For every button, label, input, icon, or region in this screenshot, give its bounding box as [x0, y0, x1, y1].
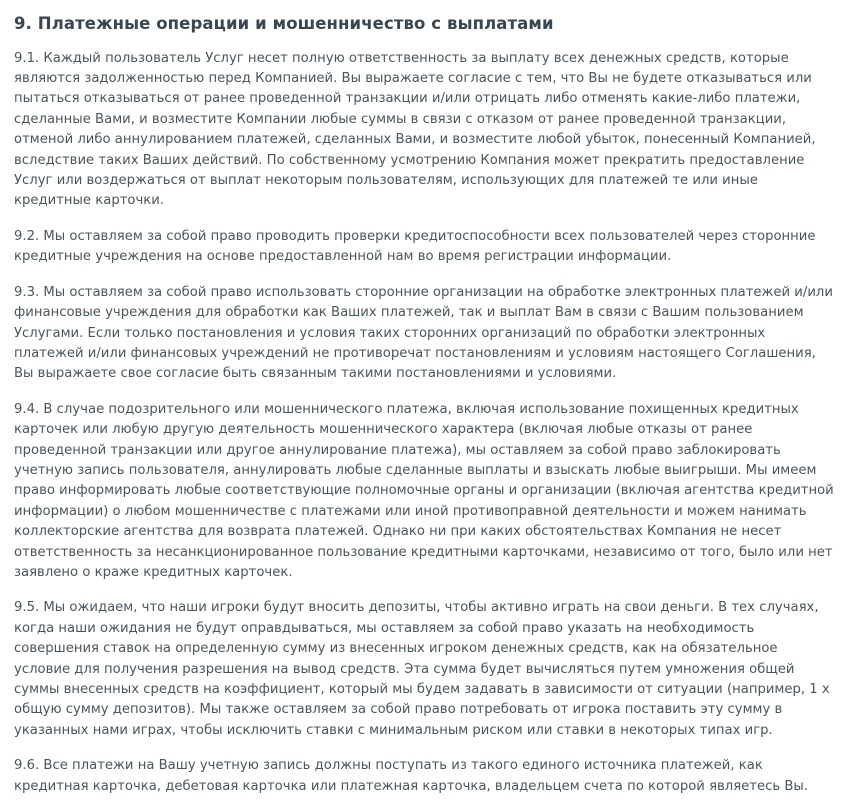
document-body	[14, 49, 835, 797]
paragraph-9-3: 9.3. Мы оставляем за собой право использовать сторонние организации на обработке электронных платежей и/или финансовые учреждения для обработки как Ваших платежей, так и выплат Вам в связи с Вашим пользованием Услугами. Если только постановления и условия таких сторонних организаций по обработки электронных платежей и/или финансовых учреждений не противоречат постановлениям и условиям настоящего Соглашения, Вы выражаете свое согласие быть связанным такими постановлениями и условиями.	[14, 284, 833, 382]
paragraph-9-1: 9.1. Каждый пользователь Услуг несет полную ответственность за выплату всех денежных средств, которые являются задолженностью перед Компанией. Вы выражаете согласие с тем, что Вы не будете отказываться или пытаться отказываться от ранее проведенной транзакции и/или отрицать либо отменять какие-либо платежи, сделанные Вами, и возместите Компании любые суммы в связи с отказом от ранее проведенной транзакции, отменой либо аннулированием платежей, сделанных Вами, и возместите любой убыток, понесенный Компанией, вследствие таких Ваших действий. По собственному усмотрению Компания может прекратить предоставление Услуг или воздержаться от выплат некоторым пользователям, использующих для платежей те или иные кредитные карточки.	[14, 50, 816, 209]
paragraph-9-5: 9.5. Мы ожидаем, что наши игроки будут вносить депозиты, чтобы активно играть на свои деньги. В тех случаях, когда наши ожидания не будут оправдываться, мы оставляем за собой право указать на необходимость совершения ставок на определенную сумму из внесенных игроком денежных средств, как на обязательное условие для получения разрешения на вывод средств. Эта сумма будет вычисляться путем умножения общей суммы внесенных средств на коэффициент, который мы будем задавать в зависимости от ситуации (например, 1 х общую сумму депозитов). Мы также оставляем за собой право потребовать от игрока поставить эту сумму в указанных нами играх, чтобы исключить ставки с минимальным риском или ставки в некоторых типах игр.	[14, 600, 830, 738]
paragraph-9-4: 9.4. В случае подозрительного или мошеннического платежа, включая использование похищенных кредитных карточек или любую другую деятельность мошеннического характера (включая любые отказы от ранее проведенной транзакции или другое аннулирование платежа), мы оставляем за собой право заблокировать учетную запись пользователя, аннулировать любые сделанные выплаты и взыскать любые выигрыши. Мы имеем право информировать любые соответствующие полномочные органы и организации (включая агентства кредитной информации) о любом мошенничестве с платежами или иной противоправной деятельности и можем нанимать коллекторские агентства для возврата платежей. Однако ни при каких обстоятельствах Компания не несет ответственность за несанкционированное пользование кредитными карточками, независимо от того, было или нет заявлено о краже кредитных карточек.	[14, 401, 834, 580]
paragraph-9-2: 9.2. Мы оставляем за собой право проводить проверки кредитоспособности всех пользователей через сторонние кредитные учреждения на основе предоставленной нам во время регистрации информации.	[14, 228, 816, 265]
page-title: 9. Платежные операции и мошенничество с выплатами	[14, 14, 554, 33]
paragraph-9-6: 9.6. Все платежи на Вашу учетную запись должны поступать из такого единого источника платежей, как кредитная карточка, дебетовая карточка или платежная карточка, владельцем счета по которой являетесь Вы.	[14, 758, 809, 794]
